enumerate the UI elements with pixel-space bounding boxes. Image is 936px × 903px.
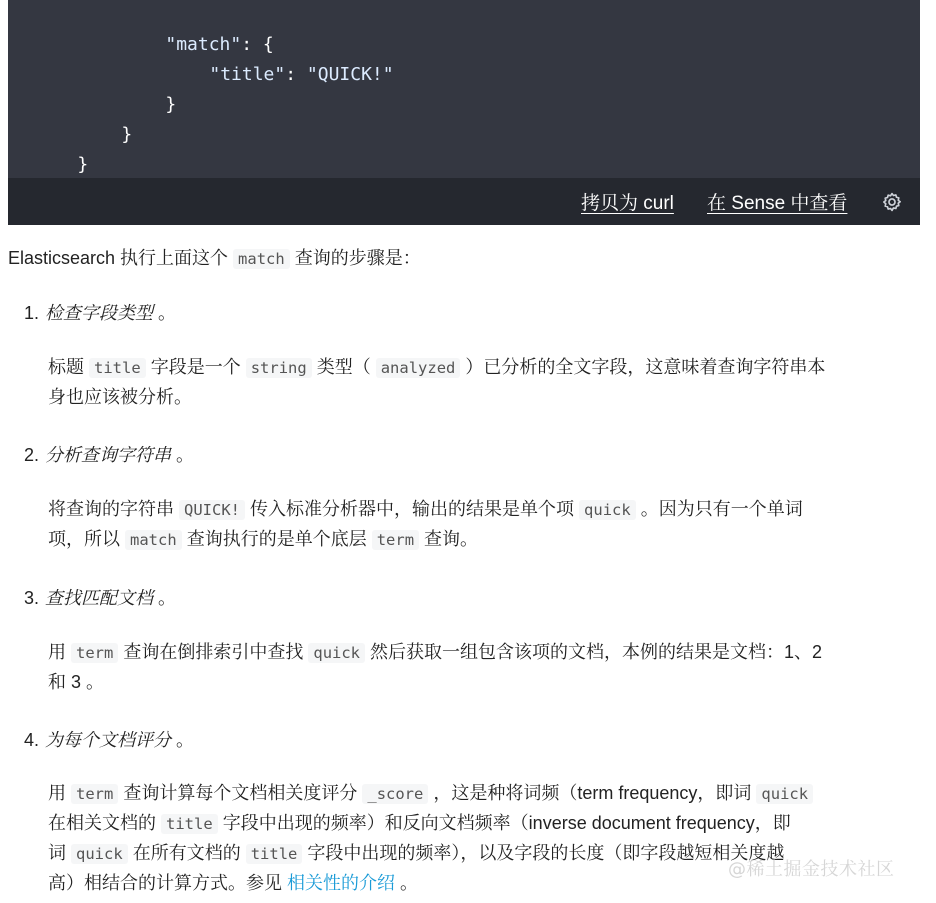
gear-icon[interactable]: [881, 191, 903, 213]
code-toolbar: [8, 178, 920, 225]
step-4-line: [48, 808, 791, 839]
copy-as-curl-link[interactable]: 拷贝为 curl: [581, 193, 674, 214]
step-title: 分析查询字符串: [45, 445, 172, 465]
inline-code: analyzed: [376, 358, 461, 378]
step-title-suffix: 。: [171, 730, 195, 750]
step-title-suffix: 。: [171, 445, 195, 465]
step-title-suffix: 。: [153, 588, 177, 608]
step-text: ，这是种将词频（term frequency，即词: [428, 783, 757, 803]
inline-code: string: [246, 358, 312, 378]
step-number: 2.: [24, 445, 40, 465]
code-punc: }: [121, 124, 133, 145]
code-punc: }: [77, 154, 89, 175]
step-text: 字段是一个: [145, 357, 246, 377]
step-text: 将查询的字符串: [48, 499, 180, 519]
step-2-header: [24, 440, 194, 470]
step-3-header: [24, 583, 176, 613]
step-1-line: [48, 382, 192, 412]
inline-code: term: [71, 784, 118, 804]
step-text: 身也应该被分析。: [48, 387, 192, 407]
step-text: 字段中出现的频率），以及字段的长度（即字段越短相关度越: [302, 843, 785, 863]
step-text: 标题: [48, 357, 90, 377]
step-text: 在相关文档的: [48, 813, 162, 833]
inline-code: term: [372, 530, 419, 550]
inline-code: match: [233, 249, 290, 269]
inline-code: term: [71, 643, 118, 663]
code-block: [8, 0, 920, 178]
step-title: 检查字段类型: [45, 303, 154, 323]
inline-code: quick: [756, 784, 813, 804]
step-text: ）已分析的全文字段，这意味着查询字符串本: [460, 357, 826, 377]
step-4-header: [24, 725, 194, 755]
step-text: 查询在倒排索引中查找: [118, 642, 309, 662]
step-4-line: [48, 778, 813, 809]
step-text: 和 3 。: [48, 672, 105, 692]
step-2-line: [48, 524, 478, 555]
step-title-suffix: 。: [153, 303, 177, 323]
step-text: 用: [48, 783, 72, 803]
inline-code: _score: [362, 784, 428, 804]
intro-text: 查询的步骤是：: [289, 248, 421, 268]
step-text: 在所有文档的: [127, 843, 246, 863]
step-1-line: [48, 352, 825, 383]
step-4-line: [48, 868, 418, 898]
step-2-line: [48, 494, 803, 525]
inline-code: quick: [579, 500, 636, 520]
step-title: 查找匹配文档: [45, 588, 154, 608]
step-text: 类型（: [311, 357, 376, 377]
inline-code: title: [246, 844, 303, 864]
code-key: "title": [209, 64, 286, 85]
step-text: 查询执行的是单个底层: [181, 529, 372, 549]
step-text: 。: [395, 873, 419, 893]
inline-code: match: [125, 530, 182, 550]
inline-code: title: [161, 814, 218, 834]
code-punc: }: [165, 94, 177, 115]
step-number: 3.: [24, 588, 40, 608]
code-value: "QUICK!": [306, 64, 394, 85]
code-key: "match": [165, 34, 242, 55]
step-text: 然后获取一组包含该项的文档，本例的结果是文档：1、2: [365, 642, 823, 662]
step-3-line: [48, 637, 822, 668]
step-text: 字段中出现的频率）和反向文档频率（inverse document frequency，即: [217, 813, 791, 833]
intro-paragraph: [8, 243, 421, 274]
view-in-sense-link[interactable]: 在 Sense 中查看: [707, 193, 848, 214]
step-number: 4.: [24, 730, 40, 750]
step-text: 查询。: [419, 529, 479, 549]
step-text: 项，所以: [48, 529, 126, 549]
step-text: 词: [48, 843, 72, 863]
step-text: 查询计算每个文档相关度评分: [118, 783, 363, 803]
step-4-line: [48, 838, 784, 869]
intro-text: Elasticsearch 执行上面这个: [8, 248, 234, 268]
code-line: [166, 30, 394, 120]
step-number: 1.: [24, 303, 40, 323]
step-title: 为每个文档评分: [45, 730, 172, 750]
step-text: 。因为只有一个单词: [635, 499, 803, 519]
inline-code: title: [89, 358, 146, 378]
watermark: @稀土掘金技术社区: [728, 859, 895, 880]
step-text: 高）相结合的计算方式。参见: [48, 873, 287, 893]
inline-code: quick: [308, 643, 365, 663]
relevance-intro-link[interactable]: 相关性的介绍: [287, 873, 395, 893]
code-punc: :: [285, 64, 307, 85]
step-text: 用: [48, 642, 72, 662]
step-3-line: [48, 667, 104, 697]
code-punc: : {: [241, 34, 274, 55]
inline-code: quick: [71, 844, 128, 864]
step-1-header: [24, 298, 176, 328]
inline-code: QUICK!: [179, 500, 245, 520]
step-text: 传入标准分析器中，输出的结果是单个项: [245, 499, 580, 519]
